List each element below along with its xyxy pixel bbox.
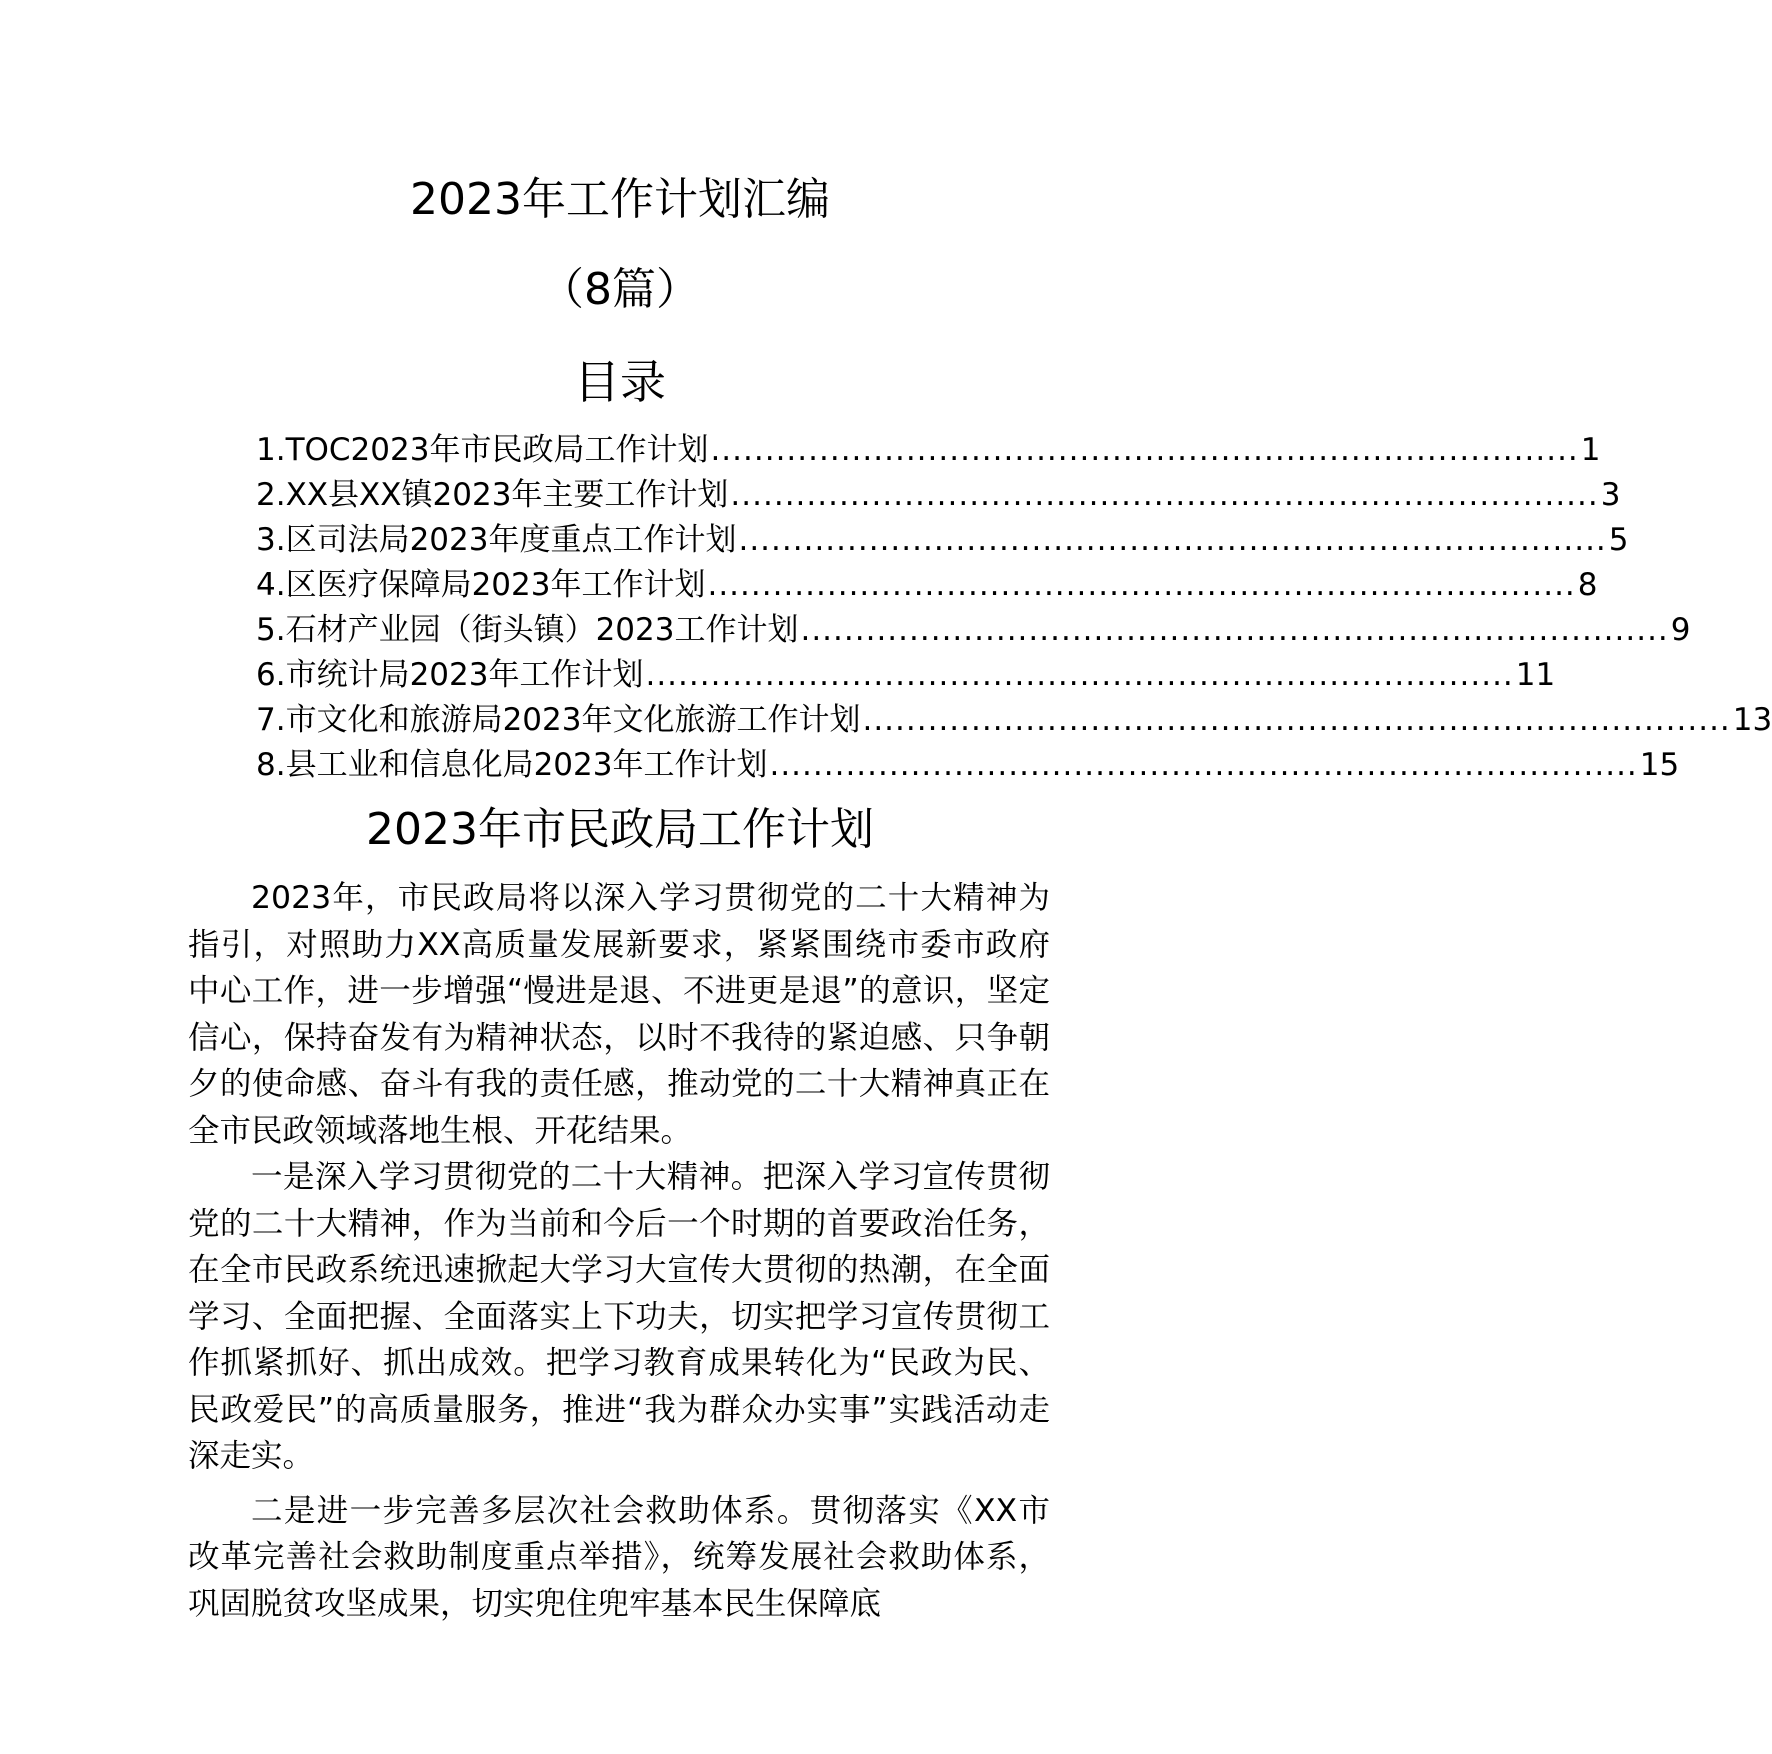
toc-entry[interactable]	[256, 698, 1772, 743]
toc-entry-text: 2.XX县XX镇2023年主要工作计划	[256, 477, 729, 513]
toc-leader-dots: ................................................................................	[800, 612, 1669, 648]
toc-entry-text: 3.区司法局2023年度重点工作计划	[256, 522, 737, 558]
toc-entry-page: 5	[1608, 522, 1629, 558]
table-of-contents	[256, 428, 1772, 788]
toc-entry[interactable]	[256, 608, 1691, 653]
toc-leader-dots: ................................................................................	[862, 702, 1731, 738]
toc-entry[interactable]	[256, 563, 1598, 608]
toc-entry-page: 15	[1639, 747, 1680, 783]
toc-leader-dots: ................................................................................	[738, 522, 1607, 558]
toc-entry-page: 3	[1600, 477, 1621, 513]
toc-entry-page: 13	[1732, 702, 1772, 738]
toc-entry-page: 11	[1515, 657, 1556, 693]
section-title: 2023年市民政局工作计划	[366, 804, 874, 855]
toc-entry-text: 1.TOC2023年市民政局工作计划	[256, 432, 709, 468]
document-subtitle: （8篇）	[540, 264, 700, 315]
toc-entry[interactable]	[256, 653, 1556, 698]
toc-leader-dots: ................................................................................	[730, 477, 1599, 513]
toc-entry[interactable]	[256, 743, 1680, 788]
body-paragraph: 二是进一步完善多层次社会救助体系。贯彻落实《XX市改革完善社会救助制度重点举措》，统筹发展社会救助体系，巩固脱贫攻坚成果，切实兜住兜牢基本民生保障底	[188, 1492, 1050, 1622]
toc-leader-dots: ................................................................................	[707, 567, 1576, 603]
toc-entry-text: 6.市统计局2023年工作计划	[256, 657, 644, 693]
body-paragraph: 一是深入学习贯彻党的二十大精神。把深入学习宣传贯彻党的二十大精神，作为当前和今后一个时期的首要政治任务，在全市民政系统迅速掀起大学习大宣传大贯彻的热潮，在全面学习、全面把握、全面落实上下功夫，切实把学习宣传贯彻工作抓紧抓好、抓出成效。把学习教育成果转化为“民政为民、民政爱民”的高质量服务，推进“我为群众办实事”实践活动走深走实。	[188, 1159, 1050, 1474]
toc-entry[interactable]	[256, 428, 1601, 473]
toc-entry-page: 8	[1577, 567, 1598, 603]
toc-leader-dots: ................................................................................	[769, 747, 1638, 783]
toc-heading: 目录	[574, 355, 666, 409]
toc-leader-dots: ................................................................................	[645, 657, 1514, 693]
document-title: 2023年工作计划汇编	[410, 174, 830, 225]
toc-entry-text: 7.市文化和旅游局2023年文化旅游工作计划	[256, 702, 861, 738]
toc-entry-text: 4.区医疗保障局2023年工作计划	[256, 567, 706, 603]
toc-entry[interactable]	[256, 473, 1621, 518]
body-paragraph: 2023年，市民政局将以深入学习贯彻党的二十大精神为指引，对照助力XX高质量发展新要求，紧紧围绕市委市政府中心工作，进一步增强“慢进是退、不进更是退”的意识，坚定信心，保持奋发有为精神状态，以时不我待的紧迫感、只争朝夕的使命感、奋斗有我的责任感，推动党的二十大精神真正在全市民政领域落地生根、开花结果。	[188, 880, 1050, 1149]
toc-entry-text: 5.石材产业园（街头镇）2023工作计划	[256, 612, 799, 648]
toc-leader-dots: ................................................................................	[710, 432, 1579, 468]
toc-entry-page: 1	[1580, 432, 1601, 468]
toc-entry-page: 9	[1670, 612, 1691, 648]
section-body	[188, 875, 1050, 1627]
toc-entry-text: 8.县工业和信息化局2023年工作计划	[256, 747, 768, 783]
toc-entry[interactable]	[256, 518, 1629, 563]
